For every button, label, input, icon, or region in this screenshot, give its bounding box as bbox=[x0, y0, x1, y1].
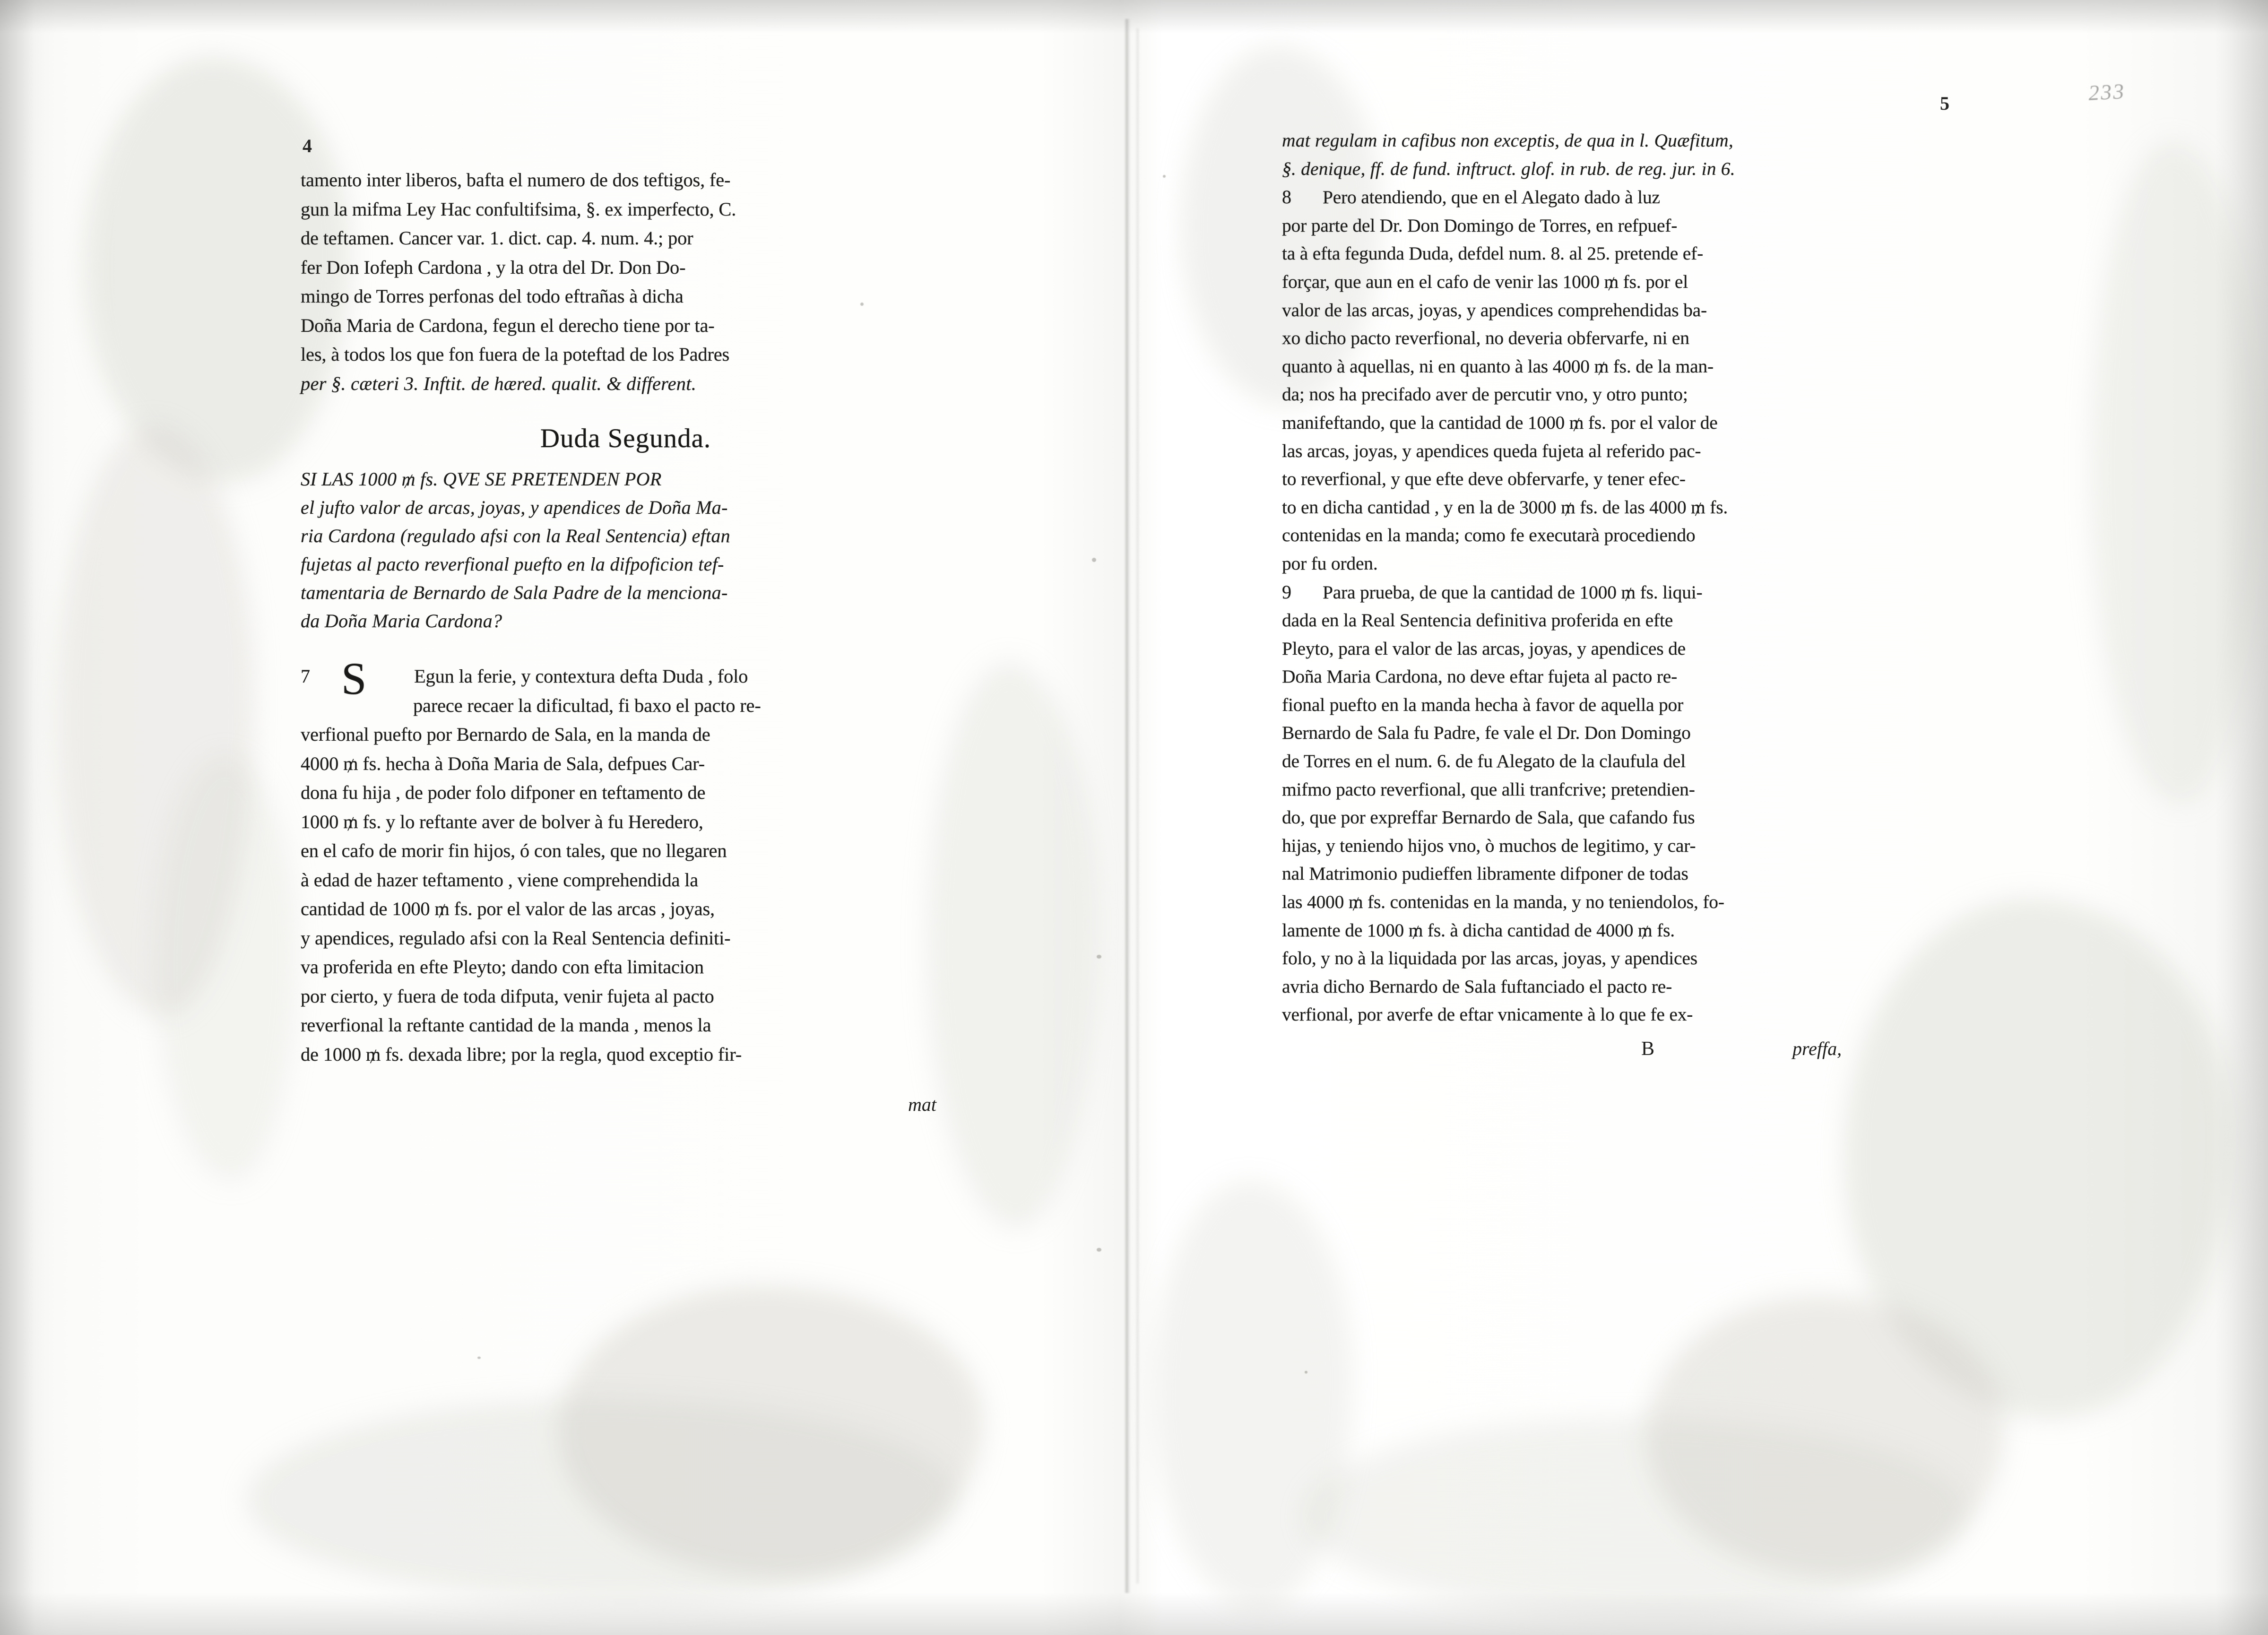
text-line: avria dicho Bernardo de Sala fuftanciado el pacto re- bbox=[1282, 976, 1672, 997]
text-line: las arcas, joyas, y apendices queda fujeta al referido pac- bbox=[1282, 440, 1701, 461]
text-line: gun la mifma Ley Hac confultifsima, §. ex imperfecto, C. bbox=[301, 198, 736, 220]
text-line: fer Don Iofeph Cardona , y la otra del Dr. Don Do- bbox=[301, 256, 686, 278]
left-page-folio-number: 4 bbox=[303, 135, 312, 156]
signature-and-catchword-line bbox=[1282, 1029, 1958, 1060]
text-line: SI LAS 1000 ₥ fs. QVE SE PRETENDEN POR bbox=[301, 468, 662, 490]
paragraph-number: 7 bbox=[301, 666, 310, 687]
right-page-text-block bbox=[1282, 127, 1958, 1060]
text-line: to reverfional, y que efte deve obfervarfe, y tener efec- bbox=[1282, 468, 1686, 490]
text-line: dona fu hija , de poder folo difponer en teftamento de bbox=[301, 782, 706, 803]
text-line: folo, y no à la liquidada por las arcas, joyas, y apendices bbox=[1282, 948, 1697, 969]
text-line: verfional, por averfe de eftar vnicamente à lo que fe ex- bbox=[1282, 1004, 1693, 1025]
text-line: Doña Maria de Cardona, fegun el derecho tiene por ta- bbox=[301, 314, 715, 336]
left-continuation-paragraph bbox=[301, 165, 993, 398]
drop-cap: S bbox=[341, 653, 367, 704]
text-line: Doña Maria Cardona, no deve eftar fujeta al pacto re- bbox=[1282, 666, 1678, 687]
text-line: les, à todos los que fon fuera de la poteftad de los Padres bbox=[301, 344, 730, 365]
text-line: verfional puefto por Bernardo de Sala, en la manda de bbox=[301, 724, 710, 745]
text-line: las 4000 ₥ fs. contenidas en la manda, y no teniendolos, fo- bbox=[1282, 891, 1724, 913]
text-line: §. denique, ff. de fund. inftruct. glof. in rub. de reg. jur. in 6. bbox=[1282, 158, 1735, 179]
text-line: da Doña Maria Cardona? bbox=[301, 610, 502, 632]
left-page bbox=[0, 0, 1130, 1635]
text-line: mifmo pacto reverfional, que alli tranfcrive; pretendien- bbox=[1282, 779, 1695, 800]
text-line: tamento inter liberos, bafta el numero de dos teftigos, fe- bbox=[301, 169, 731, 190]
catchword: mat bbox=[908, 1094, 936, 1115]
text-line: mingo de Torres perfonas del todo eftrañas à dicha bbox=[301, 285, 684, 307]
text-line: por fu orden. bbox=[1282, 553, 1378, 574]
text-line: à edad de hazer teftamento , viene comprehendida la bbox=[301, 869, 698, 891]
text-line: fujetas al pacto reverfional puefto en la difpoficion tef- bbox=[301, 554, 724, 575]
text-line: Bernardo de Sala fu Padre, fe vale el Dr. Don Domingo bbox=[1282, 722, 1691, 744]
paragraph-spacer bbox=[301, 635, 993, 662]
text-line: do, que por expreffar Bernardo de Sala, que cafando fus bbox=[1282, 807, 1695, 828]
paragraph-8 bbox=[1282, 183, 1958, 578]
text-line: dada en la Real Sentencia definitiva proferida en efte bbox=[1282, 610, 1673, 631]
right-page-folio-number: 5 bbox=[1940, 93, 1949, 114]
text-line: Pleyto, para el valor de las arcas, joyas, y apendices de bbox=[1282, 638, 1686, 659]
signature-mark: B bbox=[1641, 1038, 1655, 1060]
text-line: de Torres en el num. 6. de fu Alegato de la claufula del bbox=[1282, 751, 1686, 772]
handwritten-annotation: 233 bbox=[2087, 78, 2126, 105]
text-line: valor de las arcas, joyas, y apendices comprehendidas ba- bbox=[1282, 299, 1707, 320]
text-line: xo dicho pacto reverfional, no deveria obfervarfe, ni en bbox=[1282, 328, 1689, 349]
text-line: parece recaer la dificultad, fi baxo el pacto re- bbox=[413, 694, 761, 716]
section-heading: Duda Segunda. bbox=[540, 424, 711, 453]
catchword: preffa, bbox=[1792, 1038, 1842, 1059]
text-line: Para prueba, de que la cantidad de 1000 ₥ fs. liqui- bbox=[1323, 581, 1703, 603]
text-line: da; nos ha precifado aver de percutir vno, y otro punto; bbox=[1282, 384, 1688, 405]
text-line: contenidas en la manda; como fe executarà procediendo bbox=[1282, 525, 1696, 546]
text-line: tamentaria de Bernardo de Sala Padre de la menciona- bbox=[301, 582, 728, 603]
duda-question-block bbox=[301, 465, 993, 635]
text-line: lamente de 1000 ₥ fs. à dicha cantidad de 4000 ₥ fs. bbox=[1282, 919, 1675, 941]
paragraph-9 bbox=[1282, 578, 1958, 1029]
text-line: to en dicha cantidad , y en la de 3000 ₥ fs. de las 4000 ₥ fs. bbox=[1282, 496, 1728, 518]
text-line: el jufto valor de arcas, joyas, y apendices de Doña Ma- bbox=[301, 497, 728, 518]
text-line: ria Cardona (regulado afsi con la Real Sentencia) eftan bbox=[301, 525, 730, 546]
text-line: nal Matrimonio pudieffen libramente difponer de todas bbox=[1282, 863, 1688, 884]
text-line: 4000 ₥ fs. hecha à Doña Maria de Sala, defpues Car- bbox=[301, 753, 705, 774]
paragraph-number: 8 bbox=[1282, 186, 1291, 208]
text-line: por parte del Dr. Don Domingo de Torres, en refpuef- bbox=[1282, 215, 1678, 236]
text-line: y apendices, regulado afsi con la Real Sentencia definiti- bbox=[301, 927, 731, 949]
paragraph-number: 9 bbox=[1282, 581, 1291, 603]
text-line: quanto à aquellas, ni en quanto à las 4000 ₥ fs. de la man- bbox=[1282, 355, 1714, 377]
text-line: per §. cæteri 3. Inftit. de hæred. qualit. & different. bbox=[301, 372, 697, 394]
text-line: ta à efta fegunda Duda, defdel num. 8. al 25. pretende ef- bbox=[1282, 243, 1704, 264]
right-continuation-paragraph bbox=[1282, 127, 1958, 183]
paragraph-7 bbox=[301, 653, 993, 1069]
text-line: fional puefto en la manda hecha à favor de aquella por bbox=[1282, 694, 1684, 715]
text-line: de teftamen. Cancer var. 1. dict. cap. 4. num. 4.; por bbox=[301, 227, 693, 249]
text-line: de 1000 ₥ fs. dexada libre; por la regla, quod exceptio fir- bbox=[301, 1043, 742, 1065]
text-line: mat regulam in cafibus non exceptis, de qua in l. Quæfitum, bbox=[1282, 130, 1733, 151]
text-line: cantidad de 1000 ₥ fs. por el valor de las arcas , joyas, bbox=[301, 898, 715, 919]
text-line: va proferida en efte Pleyto; dando con efta limitacion bbox=[301, 956, 704, 978]
left-page-text-block bbox=[301, 165, 993, 1119]
text-line: forçar, que aun en el cafo de venir las 1000 ₥ fs. por el bbox=[1282, 271, 1688, 292]
text-line: reverfional la reftante cantidad de la manda , menos la bbox=[301, 1014, 711, 1036]
text-line: manifeftando, que la cantidad de 1000 ₥ fs. por el valor de bbox=[1282, 412, 1718, 433]
text-line: Pero atendiendo, que en el Alegato dado à luz bbox=[1323, 187, 1660, 208]
text-line: en el cafo de morir fin hijos, ó con tales, que no llegaren bbox=[301, 840, 727, 861]
text-line: 1000 ₥ fs. y lo reftante aver de bolver à fu Heredero, bbox=[301, 811, 703, 832]
text-line: hijas, y teniendo hijos vno, ò muchos de legitimo, y car- bbox=[1282, 835, 1696, 856]
text-line: por cierto, y fuera de toda difputa, venir fujeta al pacto bbox=[301, 985, 714, 1007]
text-line: Egun la ferie, y contextura defta Duda , folo bbox=[414, 666, 748, 687]
